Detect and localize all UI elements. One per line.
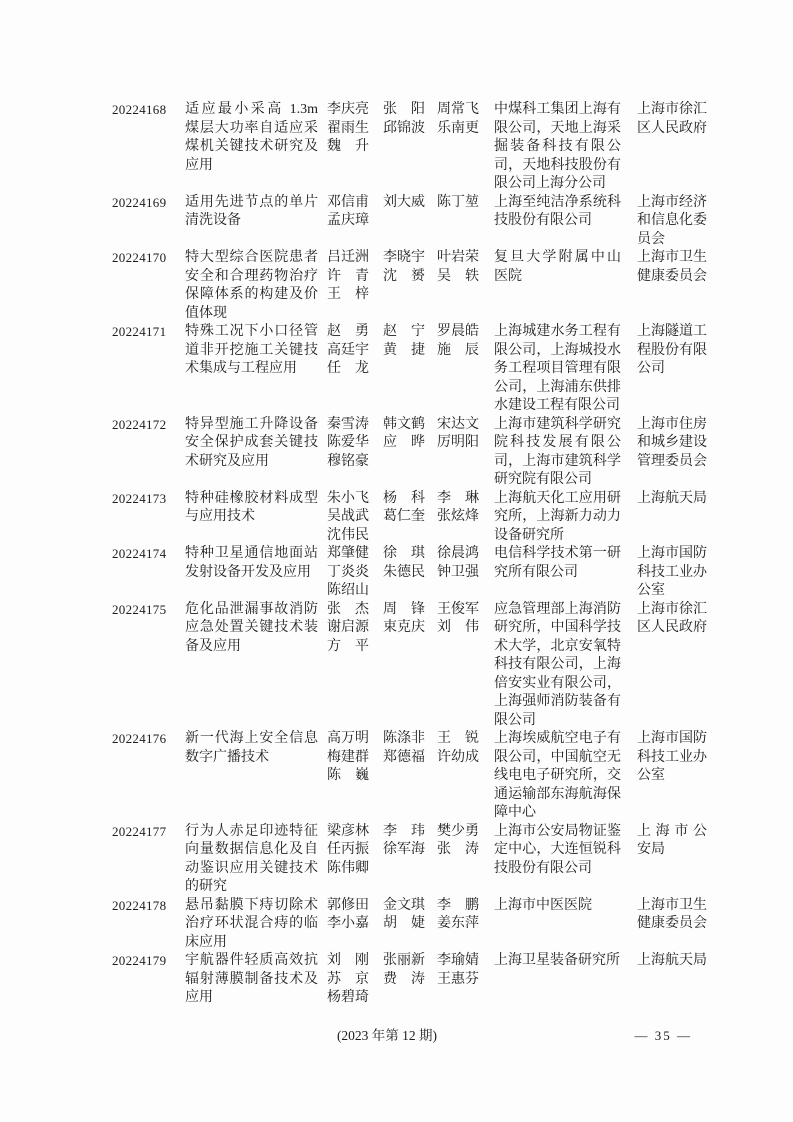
person-name: 陈绍山	[327, 583, 369, 598]
person-name: 徐军海	[383, 842, 425, 857]
person-name: 徐晨鸿	[437, 546, 479, 561]
table-row	[112, 101, 728, 194]
title-line: 辐射薄膜制备技术及	[185, 971, 318, 987]
awardee-names-column-1	[327, 194, 383, 231]
person-name: 高万明	[327, 731, 369, 746]
title-line: 新一代海上安全信息	[185, 731, 318, 746]
awardee-names-column-2	[383, 490, 437, 527]
organization-line: 线电电子研究所，交	[494, 768, 621, 783]
department-line: 健康委员会	[637, 916, 707, 931]
awardee-names-column-2	[383, 601, 437, 638]
awardee-names-column-3	[437, 823, 494, 860]
title-line: 适应最小采高 1.3m	[185, 102, 318, 117]
organization-line: 倍安实业有限公司，	[494, 675, 621, 691]
person-name: 钟卫强	[437, 564, 479, 580]
person-name: 任丙振	[327, 842, 369, 857]
person-name: 魏 升	[327, 139, 369, 154]
person-name: 王惠芬	[437, 971, 479, 987]
project-id-cell: 20224172	[112, 416, 167, 432]
awardee-names-column-2	[383, 194, 437, 213]
title-line: 治疗环状混合痔的临	[185, 916, 318, 931]
organization-line: 究所，上海新力动力	[494, 509, 621, 524]
title-line: 悬吊黏膜下痔切除术	[185, 897, 318, 913]
person-name: 郑德福	[383, 749, 425, 765]
award-table	[112, 101, 728, 1008]
awardee-names-column-3	[437, 601, 494, 638]
title-line: 安全和合理药物治疗	[185, 268, 318, 284]
department-line: 安局	[637, 842, 665, 857]
organization-line: 公司，上海浦东供排	[494, 379, 621, 395]
organization-line: 科技有限公司，上海	[494, 657, 621, 672]
awardee-names-column-1	[327, 490, 383, 546]
person-name: 陈 巍	[327, 768, 369, 783]
person-name: 杨碧琦	[327, 990, 369, 1005]
organization-line: 应急管理部上海消防	[494, 601, 621, 617]
project-id-cell: 20224178	[112, 897, 167, 913]
awardee-names-column-2	[383, 897, 437, 934]
person-name: 孟庆璋	[327, 213, 369, 228]
table-row	[112, 601, 728, 731]
department-line: 上海市经济	[637, 194, 707, 210]
person-name: 刘 刚	[327, 953, 369, 968]
person-name: 李庆亮	[327, 102, 369, 117]
table-row	[112, 490, 728, 546]
organization-line: 上海市公安局物证鉴	[494, 823, 621, 839]
awardee-names-column-3	[437, 490, 494, 527]
department-line: 公室	[637, 583, 665, 598]
awardee-names-column-1	[327, 730, 383, 786]
awardee-names-column-1	[327, 416, 383, 472]
organization-line: 定中心，大连恒锐科	[494, 842, 621, 857]
project-title-cell	[185, 194, 327, 231]
person-name: 邓信甫	[327, 194, 369, 210]
title-line: 危化品泄漏事故消防	[185, 601, 318, 617]
title-line: 行为人赤足印迹特征	[185, 823, 318, 839]
department-cell	[637, 823, 721, 860]
awardee-names-column-1	[327, 823, 383, 879]
awardee-names-column-1	[327, 897, 383, 934]
title-line: 备及应用	[185, 638, 241, 654]
person-name: 金文琪	[383, 897, 425, 913]
organization-line: 务工程项目管理有限	[494, 361, 621, 376]
department-cell	[637, 545, 721, 601]
project-id-cell: 20224171	[112, 324, 167, 339]
awardee-names-column-2	[383, 545, 437, 582]
project-id-cell: 20224168	[112, 102, 167, 117]
title-line: 应用	[185, 990, 213, 1005]
organization-line: 研究所，中国科学技	[494, 620, 621, 635]
awardee-names-column-2	[383, 952, 437, 989]
person-name: 穆铭豪	[327, 453, 369, 469]
person-name: 邱锦波	[383, 120, 425, 136]
title-line: 应用	[185, 157, 213, 173]
organization-line: 上海航天化工应用研	[494, 490, 621, 506]
awardee-names-column-3	[437, 730, 494, 767]
project-title-cell	[185, 490, 327, 527]
person-name: 杨 科	[383, 490, 425, 506]
title-line: 特种卫星通信地面站	[185, 546, 318, 561]
organization-line: 设备研究所	[494, 527, 564, 543]
project-id-cell: 20224169	[112, 194, 167, 210]
department-line: 上海航天局	[637, 953, 707, 968]
title-line: 道非开挖施工关键技	[185, 342, 318, 358]
organization-line: 技股份有限公司	[494, 213, 592, 228]
department-line: 员会	[637, 231, 665, 247]
person-name: 李 鹏	[437, 897, 479, 913]
person-name: 谢启源	[327, 620, 369, 635]
organization-cell	[494, 545, 637, 582]
title-line: 安全保护成套关键技	[185, 435, 318, 450]
organization-line: 技股份有限公司	[494, 860, 592, 876]
organization-cell	[494, 194, 637, 231]
person-name: 赵 宁	[383, 324, 425, 339]
department-line: 上海航天局	[637, 490, 707, 506]
department-line: 上海市徐汇	[637, 102, 707, 117]
department-line: 上海市住房	[637, 416, 707, 432]
department-line: 管理委员会	[637, 453, 707, 469]
person-name: 吴战武	[327, 509, 369, 524]
department-line: 区人民政府	[637, 120, 707, 136]
title-line: 床应用	[185, 934, 227, 950]
person-name: 张 杰	[327, 601, 369, 617]
title-line: 值体现	[185, 305, 227, 321]
person-name: 陈丁堃	[437, 194, 479, 210]
person-name: 翟雨生	[327, 120, 369, 136]
awardee-names-column-2	[383, 416, 437, 453]
awardee-names-column-3	[437, 323, 494, 360]
table-row	[112, 730, 728, 823]
project-title-cell	[185, 823, 327, 897]
person-name: 郭修田	[327, 897, 369, 913]
person-name: 张 涛	[437, 842, 479, 857]
awardee-names-column-1	[327, 101, 383, 157]
organization-cell	[494, 601, 637, 731]
project-id-cell: 20224179	[112, 953, 167, 968]
organization-line: 限公司上海分公司	[494, 176, 606, 191]
organization-line: 上海市中医医院	[494, 897, 592, 913]
person-name: 吕迁洲	[327, 250, 369, 265]
person-name: 叶岩荣	[437, 250, 479, 265]
department-line: 科技工业办	[637, 749, 707, 765]
department-line: 和城乡建设	[637, 435, 707, 450]
department-line: 上海市公	[637, 823, 707, 839]
project-title-cell	[185, 101, 327, 175]
department-cell	[637, 897, 721, 934]
department-line: 上海市卫生	[637, 250, 707, 265]
awardee-names-column-1	[327, 601, 383, 657]
table-row	[112, 416, 728, 490]
organization-cell	[494, 897, 637, 916]
organization-line: 中煤科工集团上海有	[494, 102, 621, 117]
person-name: 应 晔	[383, 435, 425, 450]
title-line: 适用先进节点的单片	[185, 194, 318, 210]
person-name: 周常飞	[437, 102, 479, 117]
person-name: 李瑜婧	[437, 953, 479, 968]
department-line: 上海市卫生	[637, 897, 707, 913]
person-name: 徐 琪	[383, 546, 425, 561]
organization-cell	[494, 101, 637, 194]
department-cell	[637, 601, 721, 638]
person-name: 吴 轶	[437, 268, 479, 284]
person-name: 罗晨皓	[437, 324, 479, 339]
organization-cell	[494, 249, 637, 286]
organization-cell	[494, 730, 637, 823]
person-name: 陈伟卿	[327, 860, 369, 876]
title-line: 特种硅橡胶材料成型	[185, 490, 318, 506]
person-name: 刘大威	[383, 194, 425, 210]
person-name: 王俊军	[437, 601, 479, 617]
person-name: 张炫烽	[437, 509, 479, 524]
organization-line: 上海城建水务工程有	[494, 324, 621, 339]
title-line: 煤层大功率自适应采	[185, 120, 318, 136]
table-row	[112, 952, 728, 1008]
awardee-names-column-2	[383, 323, 437, 360]
person-name: 丁炎炎	[327, 564, 369, 580]
person-name: 刘 伟	[437, 620, 479, 635]
organization-cell	[494, 323, 637, 416]
awardee-names-column-3	[437, 416, 494, 453]
project-title-cell	[185, 416, 327, 472]
person-name: 赵 勇	[327, 324, 369, 339]
department-line: 科技工业办	[637, 564, 707, 580]
department-cell	[637, 490, 721, 509]
person-name: 沈伟民	[327, 527, 369, 543]
person-name: 李 琳	[437, 490, 479, 506]
footer-page-number: — 35 —	[634, 1028, 692, 1043]
project-id-cell: 20224175	[112, 601, 167, 617]
title-line: 数字广播技术	[185, 749, 269, 765]
awardee-names-column-2	[383, 101, 437, 138]
project-id-cell: 20224174	[112, 546, 167, 561]
title-line: 应急处置关键技术装	[185, 620, 318, 635]
title-line: 清洗设备	[185, 213, 241, 228]
person-name: 郑肇健	[327, 546, 369, 561]
awardee-names-column-1	[327, 545, 383, 601]
project-id-cell: 20224176	[112, 731, 167, 746]
person-name: 周 锋	[383, 601, 425, 617]
person-name: 王 锐	[437, 731, 479, 746]
person-name: 宋达文	[437, 416, 479, 432]
project-title-cell	[185, 249, 327, 323]
department-line: 上海市国防	[637, 546, 707, 561]
project-id-cell: 20224173	[112, 490, 167, 506]
organization-line: 司，上海市建筑科学	[494, 453, 621, 469]
table-row	[112, 545, 728, 601]
awardee-names-column-3	[437, 249, 494, 286]
awardee-names-column-1	[327, 249, 383, 305]
organization-line: 限公司，上海城投水	[494, 342, 621, 358]
project-id-cell: 20224177	[112, 823, 167, 839]
organization-line: 医院	[494, 268, 522, 284]
person-name: 沈 赟	[383, 268, 425, 284]
person-name: 厉明阳	[437, 435, 479, 450]
organization-line: 研究院有限公司	[494, 472, 592, 487]
organization-line: 院科技发展有限公	[494, 435, 621, 450]
title-line: 特大型综合医院患者	[185, 250, 318, 265]
footer-issue-label: (2023 年第 12 期)	[336, 1028, 438, 1043]
awardee-names-column-3	[437, 897, 494, 934]
organization-line: 复旦大学附属中山	[494, 250, 621, 265]
project-title-cell	[185, 323, 327, 379]
person-name: 束克庆	[383, 620, 425, 635]
title-line: 的研究	[185, 879, 227, 894]
organization-line: 掘装备科技有限公	[494, 139, 621, 154]
project-title-cell	[185, 545, 327, 582]
department-line: 上海市国防	[637, 731, 707, 746]
department-line: 上海市徐汇	[637, 601, 707, 617]
person-name: 高廷宇	[327, 342, 369, 358]
organization-line: 上海强师消防装备有	[494, 694, 621, 709]
organization-line: 究所有限公司	[494, 564, 578, 580]
organization-cell	[494, 823, 637, 879]
person-name: 葛仁奎	[383, 509, 425, 524]
department-cell	[637, 101, 721, 138]
title-line: 术研究及应用	[185, 453, 269, 469]
person-name: 李 玮	[383, 823, 425, 839]
person-name: 任 龙	[327, 361, 369, 376]
organization-line: 障中心	[494, 805, 536, 820]
organization-line: 限公司，中国航空无	[494, 749, 621, 765]
awardee-names-column-2	[383, 249, 437, 286]
table-row	[112, 194, 728, 250]
department-line: 上海隧道工	[637, 324, 707, 339]
organization-cell	[494, 416, 637, 490]
person-name: 张丽新	[383, 953, 425, 968]
department-line: 公室	[637, 768, 665, 783]
person-name: 朱小飞	[327, 490, 369, 506]
organization-line: 电信科学技术第一研	[494, 546, 621, 561]
department-line: 和信息化委	[637, 213, 707, 228]
person-name: 姜东萍	[437, 916, 479, 931]
person-name: 樊少勇	[437, 823, 479, 839]
person-name: 苏 京	[327, 971, 369, 987]
title-line: 动鉴识应用关键技术	[185, 860, 318, 876]
organization-line: 上海埃威航空电子有	[494, 731, 621, 746]
person-name: 胡 婕	[383, 916, 425, 931]
department-cell	[637, 416, 721, 472]
table-row	[112, 823, 728, 897]
title-line: 与应用技术	[185, 509, 255, 524]
person-name: 许 青	[327, 268, 369, 284]
organization-line: 上海至纯洁净系统科	[494, 194, 621, 210]
department-line: 程股份有限	[637, 342, 707, 358]
organization-line: 司，天地科技股份有	[494, 157, 621, 173]
organization-line: 通运输部东海航海保	[494, 786, 621, 802]
department-line: 区人民政府	[637, 620, 707, 635]
project-title-cell	[185, 952, 327, 1008]
table-row	[112, 897, 728, 953]
department-cell	[637, 323, 721, 379]
organization-line: 上海市建筑科学研究	[494, 416, 621, 432]
person-name: 梅建群	[327, 749, 369, 765]
title-line: 保障体系的构建及价	[185, 287, 318, 302]
awardee-names-column-1	[327, 323, 383, 379]
person-name: 梁彦林	[327, 823, 369, 839]
person-name: 陈涤非	[383, 731, 425, 746]
awardee-names-column-2	[383, 730, 437, 767]
awardee-names-column-3	[437, 101, 494, 138]
person-name: 韩文鹤	[383, 416, 425, 432]
project-id-cell: 20224170	[112, 250, 167, 265]
person-name: 李小嘉	[327, 916, 369, 931]
person-name: 费 涛	[383, 971, 425, 987]
awardee-names-column-3	[437, 952, 494, 989]
organization-cell	[494, 952, 637, 971]
department-line: 公司	[637, 361, 665, 376]
person-name: 陈爱华	[327, 435, 369, 450]
person-name: 施 辰	[437, 342, 479, 358]
table-row	[112, 323, 728, 416]
department-cell	[637, 194, 721, 250]
awardee-names-column-2	[383, 823, 437, 860]
person-name: 黄 捷	[383, 342, 425, 358]
awardee-names-column-3	[437, 194, 494, 213]
table-row	[112, 249, 728, 323]
title-line: 发射设备开发及应用	[185, 564, 311, 580]
organization-line: 术大学，北京安氧特	[494, 638, 621, 654]
organization-line: 上海卫星装备研究所	[494, 953, 620, 968]
title-line: 术集成与工程应用	[185, 361, 297, 376]
title-line: 宇航器件轻质高效抗	[185, 953, 318, 968]
title-line: 向量数据信息化及自	[185, 842, 318, 857]
department-cell	[637, 730, 721, 786]
department-line: 健康委员会	[637, 268, 707, 284]
project-title-cell	[185, 730, 327, 767]
title-line: 特异型施工升降设备	[185, 416, 318, 432]
organization-line: 限公司	[494, 712, 536, 728]
person-name: 王 梓	[327, 287, 369, 302]
project-title-cell	[185, 897, 327, 953]
title-line: 特殊工况下小口径管	[185, 324, 318, 339]
person-name: 朱德民	[383, 564, 425, 580]
person-name: 许幼成	[437, 749, 479, 765]
title-line: 煤机关键技术研究及	[185, 139, 318, 154]
department-cell	[637, 249, 721, 286]
organization-line: 限公司，天地上海采	[494, 120, 621, 136]
project-title-cell	[185, 601, 327, 657]
department-cell	[637, 952, 721, 971]
organization-line: 水建设工程有限公司	[494, 398, 620, 413]
person-name: 张 阳	[383, 102, 425, 117]
organization-cell	[494, 490, 637, 546]
person-name: 李晓宇	[383, 250, 425, 265]
person-name: 方 平	[327, 638, 369, 654]
person-name: 秦雪涛	[327, 416, 369, 432]
awardee-names-column-1	[327, 952, 383, 1008]
person-name: 乐南更	[437, 120, 479, 136]
awardee-names-column-3	[437, 545, 494, 582]
